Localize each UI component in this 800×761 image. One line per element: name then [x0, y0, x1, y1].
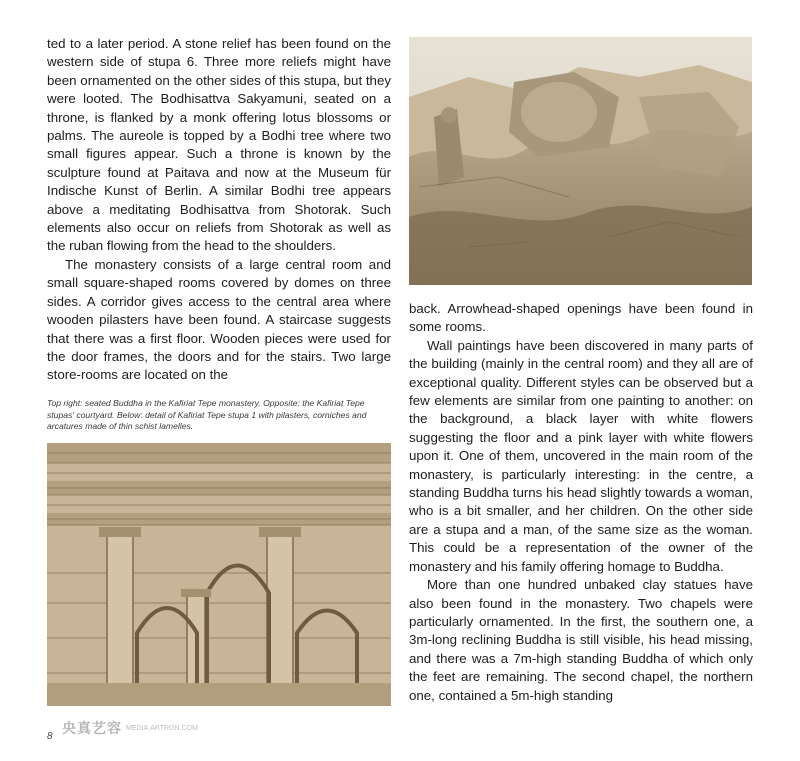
right-text-column [409, 300, 753, 705]
left-paragraph-1: ted to a later period. A stone relief has been found on the western side of stupa 6. Three more reliefs might have been ornamented on the other sides of this stupa, but they were looted. The Bodhisattva Sakyamuni, seated on a throne, is flanked by a monk offering lotus blossoms or palms. The aureole is topped by a Bodhi tree where two small figures appear. Such a throne is known by the sculpture found at Paitava and now at the Museum für Indische Kunst of Berlin. A similar Bodhi tree appears above a meditating Bodhisattva from Shotorak. Such elements also occur on reliefs from Shotorak as well as the ruban flowing from the head to the shoulders. [47, 36, 391, 254]
left-paragraph-2: The monastery consists of a large central room and small square-shaped rooms covered by domes on three sides. A corridor gives access to the central area where wooden pilasters have been found. A staircase suggests that there was a first floor. Wooden pieces were used for the door frames, the doors and for the stairs. Two large store-rooms are located on the [47, 256, 391, 383]
stupa-detail-photo [47, 443, 391, 706]
page-number: 8 [47, 731, 53, 742]
figure-caption: Top right: seated Buddha in the Kafiriat Tepe monastery. Opposite: the Kafiriat Tepe stupas' courtyard. Below: detail of Kafiriat Tepe stupa 1 with pilasters, corniches and arcatures made of thin schist lamelles. [47, 398, 367, 432]
ruins-illustration [409, 37, 752, 285]
right-paragraph-1: back. Arrowhead-shaped openings have been found in some rooms. [409, 301, 753, 335]
artron-watermark [62, 718, 198, 738]
left-text-column [47, 35, 391, 385]
watermark-url: MEDIA.ARTRON.COM [126, 724, 198, 732]
right-paragraph-2: Wall paintings have been discovered in many parts of the building (mainly in the central room) and they all are of exceptional quality. Different styles can be observed but a few elements are similar from one painting to another: on the background, a black layer with white flowers suggesting the floor and a pink layer with white flowers upon it. One of them, uncovered in the main room of the monastery, is particularly interesting: in the centre, a standing Buddha turns his head slightly towards a woman, who is a bit smaller, and her children. On the other side are a stupa and a man, of the same size as the woman. This could be a representation of the owner of the monastery and his family offering homage to Buddha. [409, 337, 753, 574]
seated-buddha-photo [409, 37, 752, 285]
stupa-relief-illustration [47, 443, 391, 706]
watermark-logo-text: 央真艺容 [62, 720, 122, 736]
right-paragraph-3: More than one hundred unbaked clay statues have also been found in the monastery. Two chapels were particularly ornamented. In the first, the southern one, a 3m-long reclining Buddha is still visible, his head missing, and there was a 7m-high standing Buddha of which only the feet are remaining. The second chapel, the northern one, contained a 5m-high standing [409, 577, 753, 703]
